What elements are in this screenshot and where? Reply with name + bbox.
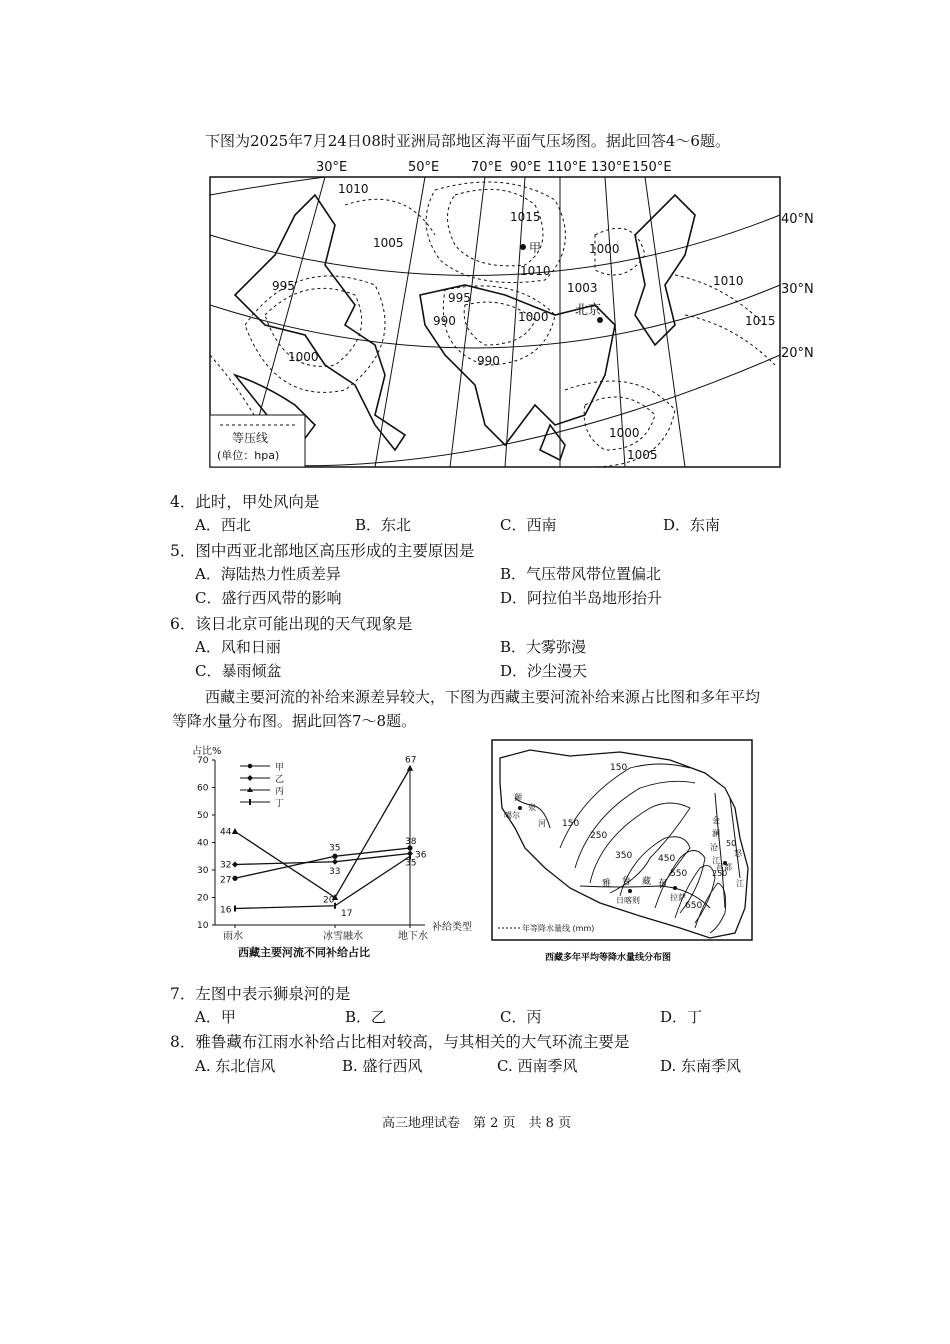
point-marker bbox=[332, 859, 338, 865]
q7-option-d[interactable]: D．丁 bbox=[660, 1008, 703, 1026]
y-tick-label: 20 bbox=[197, 893, 209, 904]
data-label: 33 bbox=[329, 866, 341, 877]
supply-ratio-chart bbox=[170, 740, 480, 965]
beijing-label: 北京 bbox=[575, 303, 602, 318]
place-label: 布 bbox=[658, 879, 668, 889]
point-jia: 甲 bbox=[529, 241, 542, 255]
q8-option-d[interactable]: D. 东南季风 bbox=[660, 1057, 742, 1075]
isobar-label: 1005 bbox=[373, 236, 404, 250]
x-tick-label: 雨水 bbox=[223, 931, 243, 942]
place-label: 日喀则 bbox=[616, 896, 640, 905]
isobar-label: 1010 bbox=[338, 182, 369, 196]
y-tick-label: 50 bbox=[197, 811, 209, 821]
y-tick-label: 30 bbox=[197, 866, 209, 876]
isobar-label: 1000 bbox=[288, 350, 319, 364]
point-marker bbox=[232, 828, 238, 834]
contour-label: 150 bbox=[562, 819, 580, 829]
data-label: 27 bbox=[220, 875, 232, 886]
isobar-label: 1005 bbox=[627, 448, 658, 462]
data-label: 36 bbox=[415, 850, 427, 861]
lon-label: 30°E bbox=[316, 160, 348, 175]
isobar-label: 995 bbox=[272, 279, 295, 293]
contour-label: 350 bbox=[615, 851, 633, 861]
data-label: 44 bbox=[220, 827, 232, 838]
lat-label: 30°N bbox=[781, 282, 814, 297]
place-label: 泉 bbox=[528, 803, 536, 812]
map2-title: 西藏多年平均等降水量线分布图 bbox=[545, 953, 672, 963]
legend-unit: (单位：hpa) bbox=[217, 449, 280, 462]
isobar-label: 1003 bbox=[567, 281, 598, 295]
intro-text-1: 下图为2025年7月24日08时亚洲局部地区海平面气压场图。据此回答4～6题。 bbox=[205, 132, 730, 150]
data-label: 17 bbox=[341, 908, 353, 919]
place-label: 沧 bbox=[710, 843, 718, 852]
data-label: 35 bbox=[405, 858, 417, 869]
contour-label: 250 bbox=[590, 831, 608, 841]
lon-label: 150°E bbox=[632, 160, 672, 175]
q6-option-b[interactable]: B．大雾弥漫 bbox=[500, 638, 587, 656]
lat-label: 20°N bbox=[781, 346, 814, 361]
contour-label: 150 bbox=[610, 763, 628, 773]
rikaze-marker bbox=[628, 889, 632, 893]
q5-option-b[interactable]: B．气压带风带位置偏北 bbox=[500, 565, 662, 583]
place-label: 江 bbox=[736, 879, 744, 888]
legend-label: 甲 bbox=[275, 763, 285, 773]
point-marker bbox=[332, 854, 337, 859]
intro-text-2: 西藏主要河流的补给来源差异较大，下图为西藏主要河流补给来源占比图和多年平均 bbox=[205, 688, 761, 706]
legend-title: 等压线 bbox=[232, 431, 269, 445]
isobar-label: 990 bbox=[477, 354, 500, 368]
q4-option-d[interactable]: D．东南 bbox=[663, 516, 721, 534]
place-label: 雅 bbox=[602, 879, 612, 889]
chart-axes bbox=[197, 756, 428, 942]
place-label: 怒 bbox=[734, 849, 742, 858]
q7-option-b[interactable]: B．乙 bbox=[345, 1008, 387, 1026]
q7-option-a[interactable]: A．甲 bbox=[195, 1008, 236, 1026]
y-tick-label: 60 bbox=[197, 783, 209, 794]
place-label: 狮 bbox=[514, 793, 522, 802]
q4-stem: 4．此时，甲处风向是 bbox=[170, 493, 320, 511]
lon-label: 90°E bbox=[510, 160, 542, 175]
isobar-label: 1000 bbox=[518, 310, 549, 324]
isobar-label: 1000 bbox=[609, 426, 640, 440]
data-label: 32 bbox=[220, 860, 232, 871]
q5-option-d[interactable]: D．阿拉伯半岛地形抬升 bbox=[500, 589, 663, 607]
legend-label: 乙 bbox=[275, 775, 285, 785]
chart-ylabel: 占比% bbox=[192, 746, 222, 757]
q4-option-b[interactable]: B．东北 bbox=[355, 516, 412, 534]
q8-option-c[interactable]: C. 西南季风 bbox=[497, 1057, 578, 1075]
q6-stem: 6．该日北京可能出现的天气现象是 bbox=[170, 615, 413, 633]
isobar-label: 1010 bbox=[520, 264, 551, 278]
chart-xlabel: 补给类型 bbox=[432, 922, 472, 933]
q4-option-a[interactable]: A．西北 bbox=[195, 516, 251, 534]
lon-label: 70°E bbox=[471, 160, 503, 175]
lon-label: 110°E bbox=[547, 160, 587, 175]
q8-option-b[interactable]: B. 盛行西风 bbox=[342, 1057, 423, 1075]
isobar-label: 1010 bbox=[713, 274, 744, 288]
page-footer: 高三地理试卷 第 2 页 共 8 页 bbox=[382, 1116, 572, 1131]
y-tick-label: 70 bbox=[197, 756, 209, 766]
pressure-map bbox=[205, 175, 825, 470]
data-label: 16 bbox=[220, 905, 232, 916]
isobar-label: 1015 bbox=[745, 314, 776, 328]
lhasa-marker bbox=[673, 886, 677, 890]
x-tick-label: 地下水 bbox=[398, 931, 428, 942]
intro-text-3: 等降水量分布图。据此回答7～8题。 bbox=[172, 712, 417, 730]
place-label: 江 bbox=[712, 856, 720, 865]
precip-map bbox=[490, 738, 755, 968]
point-marker bbox=[234, 906, 236, 912]
q6-option-d[interactable]: D．沙尘漫天 bbox=[500, 662, 588, 680]
lat-label: 40°N bbox=[781, 212, 814, 227]
y-tick-label: 10 bbox=[197, 921, 209, 931]
chart-title: 西藏主要河流不同补给占比 bbox=[238, 946, 370, 959]
q5-stem: 5．图中西亚北部地区高压形成的主要原因是 bbox=[170, 542, 475, 560]
point-jia-marker bbox=[520, 244, 526, 250]
map2-legend: 年等降水量线 (mm) bbox=[522, 924, 595, 933]
point-marker bbox=[232, 876, 237, 881]
isobar-label: 990 bbox=[433, 314, 456, 328]
contour-label: 50 bbox=[726, 839, 737, 848]
place-label: 河 bbox=[538, 819, 546, 828]
place-label: 藏 bbox=[642, 877, 652, 887]
series-line-丙 bbox=[235, 768, 410, 897]
legend-marker bbox=[247, 775, 253, 781]
q6-option-c[interactable]: C．暴雨倾盆 bbox=[195, 662, 282, 680]
y-tick-label: 40 bbox=[197, 838, 209, 849]
place-label: 昌都 bbox=[716, 863, 732, 872]
contour-label: 250 bbox=[712, 869, 728, 878]
q5-option-a[interactable]: A．海陆热力性质差异 bbox=[195, 565, 341, 583]
q4-option-c[interactable]: C．西南 bbox=[500, 516, 557, 534]
chart-legend bbox=[240, 762, 284, 809]
q5-option-c[interactable]: C．盛行西风带的影响 bbox=[195, 589, 342, 607]
place-label: 噶尔 bbox=[504, 811, 520, 820]
legend-marker bbox=[248, 764, 253, 769]
isobar-label: 995 bbox=[448, 291, 471, 305]
q7-option-c[interactable]: C．丙 bbox=[500, 1008, 542, 1026]
shiquanhe-marker bbox=[518, 806, 522, 810]
place-label: 澜 bbox=[712, 829, 720, 838]
contour-label: 550 bbox=[670, 869, 688, 879]
data-label: 35 bbox=[329, 843, 341, 854]
point-marker bbox=[232, 862, 238, 868]
contour-label: 450 bbox=[658, 854, 676, 864]
lon-label: 50°E bbox=[408, 160, 440, 175]
data-label: 67 bbox=[405, 755, 417, 766]
data-label: 38 bbox=[405, 837, 417, 847]
place-label: 金 bbox=[712, 816, 720, 825]
contour-label: 650 bbox=[685, 901, 703, 911]
data-label: 20 bbox=[323, 895, 335, 906]
legend-marker bbox=[249, 799, 251, 805]
place-label: 拉萨 bbox=[670, 893, 686, 902]
place-label: 鲁 bbox=[622, 877, 632, 887]
point-marker bbox=[407, 765, 413, 771]
q8-stem: 8．雅鲁藏布江雨水补给占比相对较高，与其相关的大气环流主要是 bbox=[170, 1033, 630, 1051]
legend-label: 丁 bbox=[275, 799, 285, 809]
legend-label: 丙 bbox=[275, 787, 285, 797]
q8-option-a[interactable]: A. 东北信风 bbox=[195, 1057, 276, 1075]
x-tick-label: 冰雪融水 bbox=[323, 931, 363, 942]
lon-label: 130°E bbox=[591, 160, 631, 175]
isobar-label: 1000 bbox=[589, 242, 620, 256]
q6-option-a[interactable]: A．风和日丽 bbox=[195, 638, 281, 656]
isobar-label: 1015 bbox=[510, 210, 541, 224]
q7-stem: 7．左图中表示狮泉河的是 bbox=[170, 985, 351, 1003]
